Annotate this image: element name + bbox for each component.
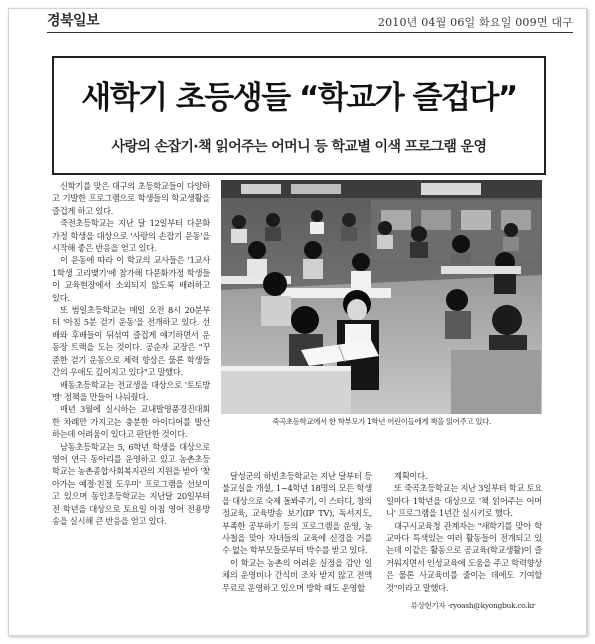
paragraph: 대구시교육청 관계자는 "새학기를 맞아 학교마다 특색있는 여러 활동들이 전개되고 있는데 이같은 활동으로 공교육(학교생활)이 즐거워지면서 인성교육에 도움을 주고 학력향상은 물론 사교육비를 줄이는 데에도 기여할 것"이라고 말했다. (386, 520, 542, 593)
paragraph: 매년 3월에 실시하는 교내발명품경진대회 한 차례만 가지고는 충분한 아이디어를 발산하는데 어려움이 있다고 판단한 것이다. (52, 404, 210, 440)
headline: 새학기 초등생들 “학교가 즐겁다” (81, 80, 517, 116)
paragraph: 신학기를 맞은 대구의 초등학교들이 다양하고 기발한 프로그램으로 학생들의 학교생활을 즐겁게 하고 있다. (52, 181, 210, 216)
headline-box (52, 56, 546, 175)
article-column-1 (52, 180, 210, 527)
dateline: 2010년 04월 06일 화요일 009면 대구 (377, 16, 573, 29)
article-column-2 (222, 470, 372, 594)
newspaper-masthead: 경북일보 (47, 13, 100, 29)
paragraph: 남동초등학교는 5, 6학년 학생을 대상으로 영어 연극 동아리를 운영하고 있고 농촌초등학교는 농촌종합사회복지관의 지원을 받아 '찾아가는 예절·친절 도우미' 프로그램을 선보이고 있으며 동인초등학교는 지난달 20일부터 전 학년을 대상으로 토요일 아침 영어 전용방송을 실시해 큰 반응을 얻고 있다. (52, 441, 210, 526)
subheadline: 사랑의 손잡기·책 읽어주는 어머니 등 학교별 이색 프로그램 운영 (111, 139, 487, 155)
reporter-byline: 류상현기자 -ryoash@kyongbuk.co.kr (410, 601, 535, 610)
paragraph: 또 죽곡초등학교는 지난 3일부터 학교 토요일마다 1학년을 대상으로 '책 읽어주는 어머니' 프로그램을 1년간 실시키로 했다. (386, 483, 542, 519)
paragraph: 계획이다. (394, 471, 428, 481)
photo-caption: 죽곡초등학교에서 한 학부모가 1학년 어린이들에게 책을 읽어주고 있다. (272, 417, 491, 426)
paragraph: 죽전초등학교는 지난 달 12일부터 다문화 가정 학생을 대상으로 '사랑의 손잡기 운동'을 시작해 좋은 반응을 얻고 있다. (52, 218, 210, 254)
classroom-photo-image (221, 180, 542, 414)
news-photo (221, 180, 542, 414)
article-column-3 (386, 470, 542, 594)
top-rule (47, 32, 573, 33)
paragraph: 이 운동에 따라 이 학교의 교사들은 '1교사 1학생 고리맺기'에 참가해 다문화가정 학생들이 교육현장에서 소외되지 않도록 배려하고 있다. (52, 255, 210, 303)
paragraph: 배동초등학교는 전교생을 대상으로 '토토방맹' 정책을 만들어 나눠줬다. (52, 379, 210, 402)
paragraph: 또 범일초등학교는 매일 오전 8시 20분부터 '아침 5분 걷기 운동'을 전개하고 있다. 선배와 후배들이 뒤섞여 즐겁게 얘기하면서 운동장 트랙을 도는 것이다. 공순자 교장은 "꾸준한 걷기 운동으로 체력 향상은 물론 학생들간의 우애도 깊어지고 있다"고 말했다. (52, 305, 210, 378)
paragraph: 달성군의 하빈초등학교는 지난 달부터 등불교실을 개설, 1~4학년 18명의 모든 학생을 대상으로 숙제 돌봐주기, 이 스터디, 창의정교육, 교육방송 보기(IP TV), 독서지도, 부족한 공부하기 등의 프로그램을 운영, 농사철을 맞아 자녀들의 교육에 신경을 거를 수 없는 학부모들로부터 박수를 받고 있다. (222, 471, 372, 556)
paragraph: 이 학교는 농촌의 어려운 실정을 감안 일체의 운영비나 간식비 조차 받지 않고 전액 무료로 운영하고 있으며 방학 때도 운영할 (222, 557, 372, 593)
